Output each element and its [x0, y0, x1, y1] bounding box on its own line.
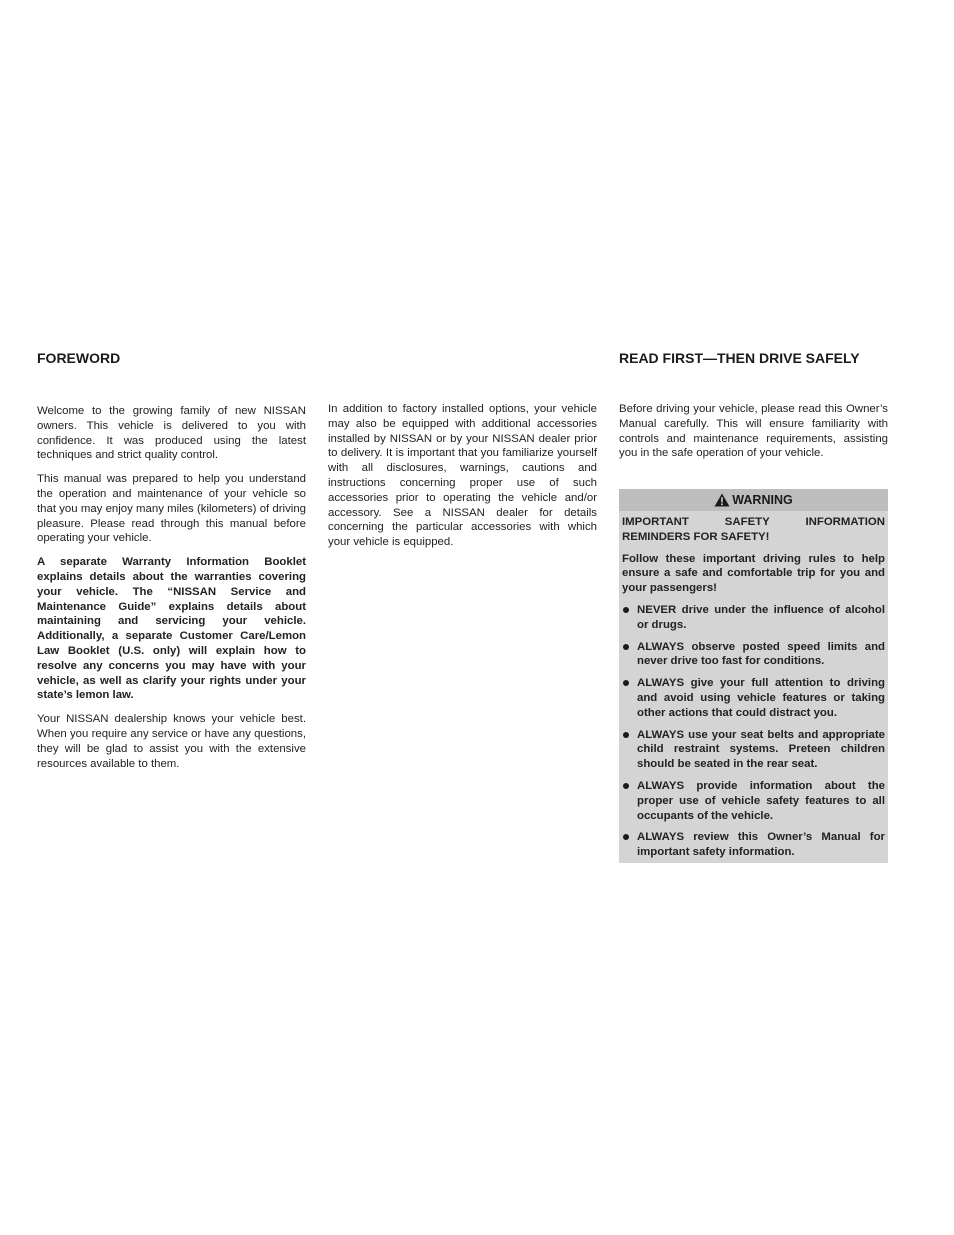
read-first-column	[619, 402, 888, 470]
foreword-paragraph-warranty: A separate Warranty Information Booklet explains details about the warranties covering your vehicle. The “NISSAN Service and Maintenance Guide” explains details about maintaining and servicing your vehicle. Additionally, a separate Customer Care/Lemon Law Booklet (U.S. only) will explain how to resolve any concerns you may have with your vehicle, as well as clarify your rights under your state’s lemon law.	[37, 556, 306, 702]
foreword-column-middle	[328, 402, 597, 559]
foreword-paragraph-accessories: In addition to factory installed options, your vehicle may also be equipped with additional accessories installed by NISSAN or by your NISSAN dealer prior to delivery. It is important that you familiarize yourself with all disclosures, warnings, cautions and instructions concerning proper use of such accessories prior to operating the vehicle and/or accessory. See a NISSAN dealer for details concerning the particular accessories with which your vehicle is equipped.	[328, 403, 597, 549]
warning-list-item: NEVER drive under the influence of alcohol or drugs.	[622, 603, 885, 633]
warning-list-item: ALWAYS provide information about the proper use of vehicle safety features to all occupants of the vehicle.	[622, 779, 885, 823]
foreword-paragraph-welcome: Welcome to the growing family of new NISSAN owners. This vehicle is delivered to you with confidence. It was produced using the latest techniques and strict quality control.	[37, 405, 306, 462]
warning-triangle-icon	[714, 493, 730, 507]
foreword-paragraph-dealership: Your NISSAN dealership knows your vehicle best. When you require any service or have any questions, they will be glad to assist you with the extensive resources available to them.	[37, 713, 306, 770]
foreword-heading: FOREWORD	[37, 350, 121, 366]
foreword-paragraph-manual: This manual was prepared to help you understand the operation and maintenance of your vehicle so that you may enjoy many miles (kilometers) of driving pleasure. Please read through this manual before operating your vehicle.	[37, 473, 306, 545]
warning-list-item: ALWAYS give your full attention to driving and avoid using vehicle features or taking other actions that could distract you.	[622, 676, 885, 720]
warning-list-item: ALWAYS review this Owner’s Manual for important safety information.	[622, 830, 885, 860]
warning-box	[619, 489, 888, 863]
foreword-column-left	[37, 404, 306, 780]
warning-header	[619, 489, 888, 511]
warning-list-item: ALWAYS observe posted speed limits and never drive too fast for conditions.	[622, 640, 885, 670]
warning-title: IMPORTANT SAFETY INFORMATION REMINDERS FOR SAFETY!	[622, 516, 885, 543]
read-first-intro: Before driving your vehicle, please read this Owner’s Manual carefully. This will ensure familiarity with controls and maintenance requirements, assisting you in the safe operation of your vehicle.	[619, 403, 888, 460]
warning-lead: Follow these important driving rules to help ensure a safe and comfortable trip for you and your passengers!	[622, 552, 885, 595]
warning-list-item: ALWAYS use your seat belts and appropriate child restraint systems. Preteen children should be seated in the rear seat.	[622, 728, 885, 772]
warning-label: WARNING	[732, 493, 793, 507]
read-first-heading: READ FIRST—THEN DRIVE SAFELY	[619, 350, 860, 366]
warning-list	[622, 603, 885, 860]
warning-body	[619, 511, 888, 860]
